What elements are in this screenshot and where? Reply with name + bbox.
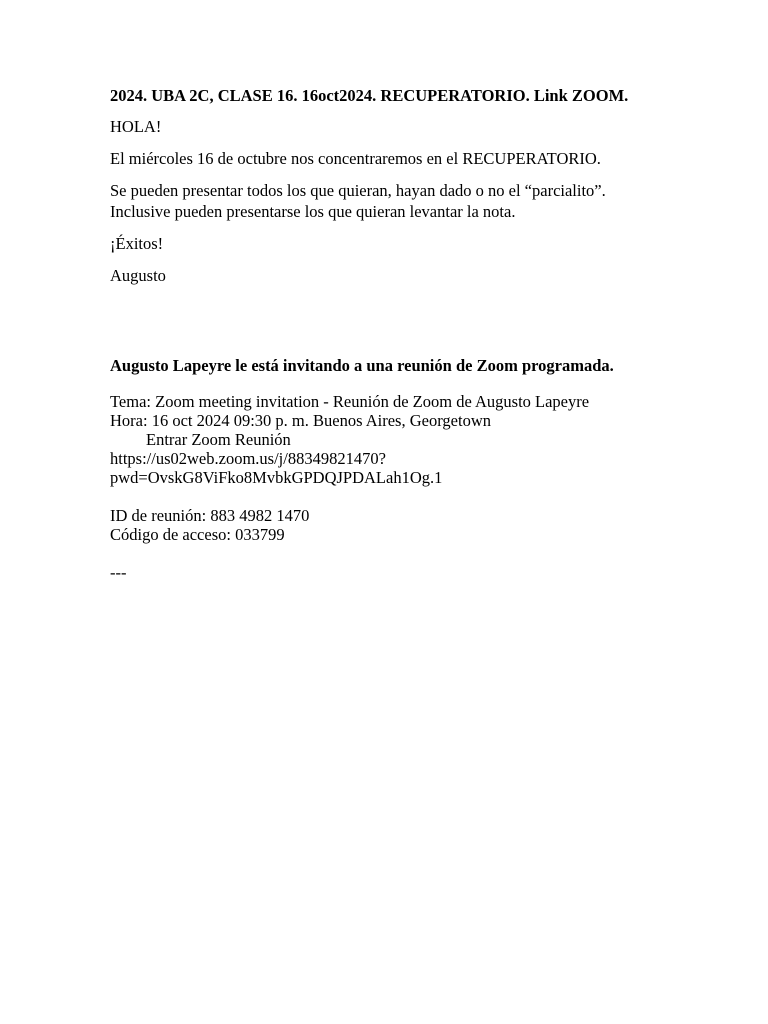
meeting-passcode: Código de acceso: 033799 [110,525,285,544]
meeting-topic: Tema: Zoom meeting invitation - Reunión de Zoom de Augusto Lapeyre [110,392,590,411]
blank-line [110,544,658,563]
zoom-link-line-1[interactable]: https://us02web.zoom.us/j/88349821470? [110,449,386,468]
paragraph-recuperatorio: El miércoles 16 de octubre nos concentraremos en el RECUPERATORIO. [110,149,601,168]
zoom-invitation-heading: Augusto Lapeyre le está invitando a una reunión de Zoom programada. [110,356,614,375]
signature-text: Augusto [110,266,166,285]
separator-text: --- [110,563,127,582]
document-title: 2024. UBA 2C, CLASE 16. 16oct2024. RECUPERATORIO. Link ZOOM. [110,86,629,105]
document-page [110,86,658,582]
meeting-id: ID de reunión: 883 4982 1470 [110,506,310,525]
blank-line [110,487,658,506]
meeting-time: Hora: 16 oct 2024 09:30 p. m. Buenos Aires, Georgetown [110,411,491,430]
zoom-join-link[interactable] [110,449,658,487]
section-spacer [110,297,658,356]
greeting-text: HOLA! [110,117,162,136]
zoom-link-line-2[interactable]: pwd=OvskG8ViFko8MvbkGPDQJPDALah1Og.1 [110,468,443,487]
closing-text: ¡Éxitos! [110,234,164,253]
join-zoom-label: Entrar Zoom Reunión [146,430,291,449]
paragraph-inscription: Se pueden presentar todos los que quieran, hayan dado o no el “parcialito”. Inclusive pueden presentarse los que quieran levantar la nota. [110,181,606,221]
